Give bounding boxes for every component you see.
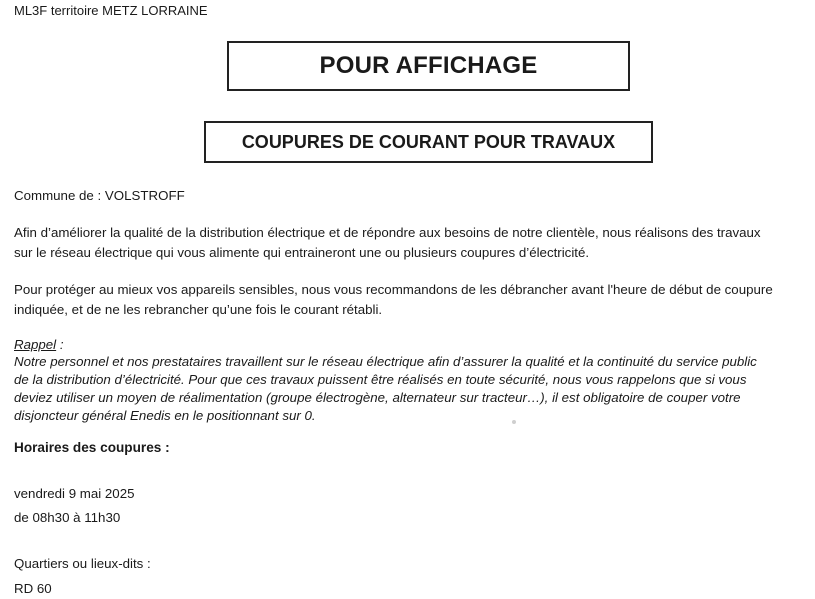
page-subtitle: COUPURES DE COURANT POUR TRAVAUX: [241, 131, 616, 152]
rappel-line: de la distribution d’électricité. Pour que ces travaux puissent être réalisés en toute sécurité, nous vous rappelons que si vous: [14, 372, 747, 387]
rappel-text: [14, 353, 757, 425]
commune-line: Commune de : VOLSTROFF: [14, 188, 185, 203]
rappel-label: Rappel: [14, 337, 57, 352]
schedule-time: de 08h30 à 11h30: [14, 510, 121, 525]
paragraph-intro: [14, 223, 761, 263]
scan-speck: [512, 420, 516, 424]
page-title: POUR AFFICHAGE: [319, 52, 538, 79]
paragraph-line: indiquée, et de ne les rebrancher qu’une fois le courant rétabli.: [14, 302, 383, 317]
paragraph-line: Afin d’améliorer la qualité de la distribution électrique et de répondre aux besoins de notre clientèle, nous réalisons des travaux: [14, 225, 761, 240]
rappel-line: deviez utiliser un moyen de réalimentation (groupe électrogène, alternateur sur tracteur…), il est obligatoire de couper votre: [14, 390, 741, 405]
paragraph-line: sur le réseau électrique qui vous alimente qui entraineront une ou plusieurs coupures d’électricité.: [14, 245, 590, 260]
organization-header: ML3F territoire METZ LORRAINE: [14, 3, 208, 18]
locations-title: Quartiers ou lieux-dits :: [14, 556, 151, 571]
title-box: [227, 41, 630, 91]
paragraph-line: Pour protéger au mieux vos appareils sensibles, nous vous recommandons de les débrancher avant l'heure de début de coupure: [14, 282, 773, 297]
paragraph-recommendation: [14, 280, 773, 320]
schedule-title: Horaires des coupures :: [14, 440, 170, 455]
rappel-heading: [14, 335, 64, 355]
rappel-label-suffix: :: [56, 337, 64, 352]
schedule-date: vendredi 9 mai 2025: [14, 486, 135, 501]
location-item: RD 60: [14, 581, 52, 596]
rappel-line: Notre personnel et nos prestataires travaillent sur le réseau électrique afin d’assurer la qualité et la continuité du service public: [14, 354, 757, 369]
subtitle-box: [204, 121, 653, 163]
rappel-line: disjoncteur général Enedis en le positionnant sur 0.: [14, 408, 316, 423]
